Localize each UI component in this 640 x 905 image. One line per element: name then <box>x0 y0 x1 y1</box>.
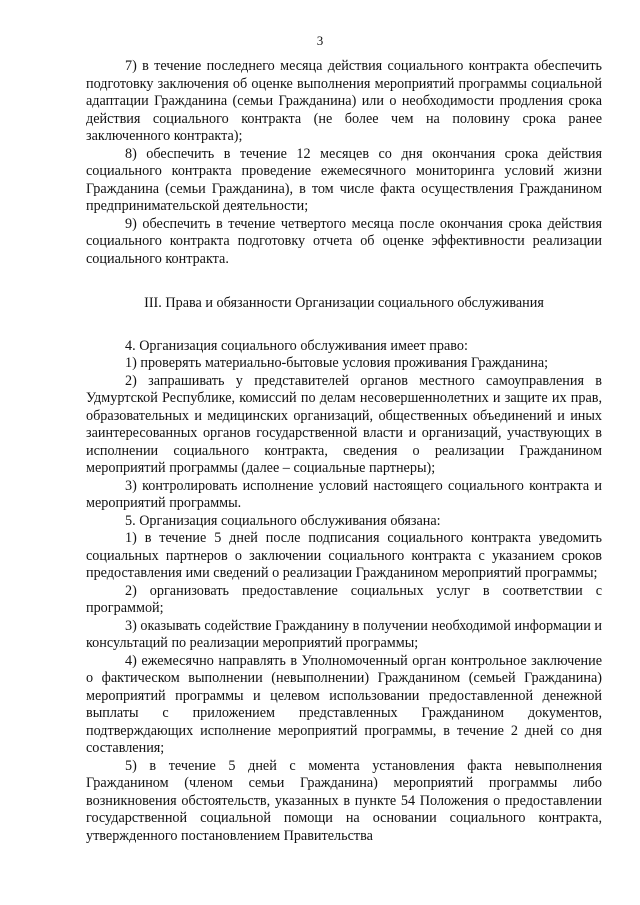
paragraph-duty-5: 5) в течение 5 дней с момента установления факта невыполнения Гражданином (членом семьи Гражданина) мероприятий программы либо возникновения обстоятельств, указанных в пункте 54 Положения о предоставлении государственной социальной помощи на основании социального контракта, утвержденного постановлением Правительства <box>86 757 602 844</box>
paragraph-rights-intro: 4. Организация социального обслуживания имеет право: <box>125 337 468 354</box>
section-heading: III. Права и обязанности Организации социального обслуживания <box>144 295 544 311</box>
paragraph-duty-4: 4) ежемесячно направлять в Уполномоченный орган контрольное заключение о фактическом выполнении (невыполнении) Гражданином (семьей Гражданина) мероприятий программы и целевом использовании предоставленной денежной выплаты с приложением представленных Гражданином документов, подтверждающих исполнение мероприятий программы, в течение 2 дней со дня составления; <box>86 652 602 756</box>
paragraph-duty-1: 1) в течение 5 дней после подписания социального контракта уведомить социальных партнеров о заключении социального контракта с указанием сроков предоставления ими сведений о реализации Гражданином мероприятий программы; <box>86 530 602 581</box>
paragraph-item-7: 7) в течение последнего месяца действия социального контракта обеспечить подготовку заключения об оценке выполнения мероприятий программы социальной адаптации Гражданина (семьи Гражданина) или о необходимости продления срока действия социального контракта (не более чем на половину срока ранее заключенного контракта); <box>86 58 602 144</box>
page-number: 3 <box>316 33 324 48</box>
paragraph-right-2: 2) запрашивать у представителей органов местного самоуправления в Удмуртской Республике, комиссий по делам несовершеннолетних и защите их прав, образовательных и медицинских организаций, общественных объединений и иных заинтересованных органов государственной власти и организаций, участвующих в исполнении социального контракта, сведения о реализации Гражданином мероприятий программы (далее – социальные партнеры); <box>86 372 602 476</box>
paragraph-item-8: 8) обеспечить в течение 12 месяцев со дня окончания срока действия социального контракта проведение ежемесячного мониторинга условий жизни Гражданина (семьи Гражданина), в том числе факта осуществления Гражданином предпринимательской деятельности; <box>86 145 602 214</box>
paragraph-duties-intro: 5. Организация социального обслуживания обязана: <box>125 512 441 529</box>
document-body <box>86 58 602 845</box>
paragraph-right-1: 1) проверять материально-бытовые условия проживания Гражданина; <box>125 355 549 371</box>
paragraph-right-3: 3) контролировать исполнение условий настоящего социального контракта и мероприятий программы. <box>86 477 602 511</box>
paragraph-duty-2: 2) организовать предоставление социальных услуг в соответствии с программой; <box>86 582 602 616</box>
paragraph-duty-3: 3) оказывать содействие Гражданину в получении необходимой информации и консультаций по реализации мероприятий программы; <box>86 617 602 651</box>
paragraph-item-9: 9) обеспечить в течение четвертого месяца после окончания срока действия социального контракта подготовку отчета об оценке эффективности реализации социального контракта. <box>86 215 602 267</box>
